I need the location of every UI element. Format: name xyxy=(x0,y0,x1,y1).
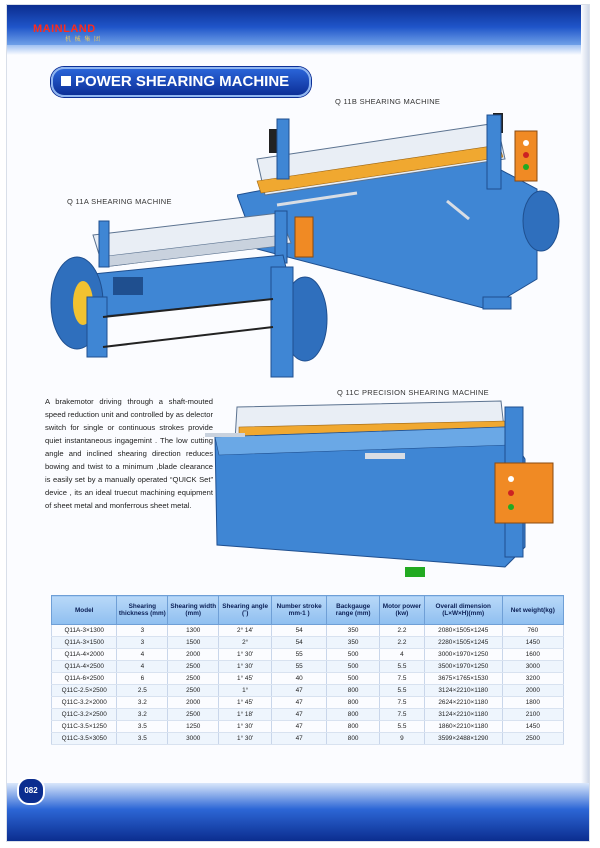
table-row xyxy=(52,733,564,745)
table-cell: 3 xyxy=(117,625,168,637)
table-cell: 4 xyxy=(380,649,425,661)
spec-table-header xyxy=(52,596,564,625)
spec-table xyxy=(51,595,564,745)
table-cell: 5.5 xyxy=(380,661,425,673)
table-row xyxy=(52,709,564,721)
table-cell: 3124×2210×1180 xyxy=(424,709,502,721)
table-cell: 3599×2488×1290 xyxy=(424,733,502,745)
table-cell: 1450 xyxy=(502,721,563,733)
table-cell: 500 xyxy=(327,649,380,661)
table-cell: 1300 xyxy=(168,625,219,637)
caption-q11c: Q 11C PRECISION SHEARING MACHINE xyxy=(337,388,489,397)
table-cell: 1° 30' xyxy=(219,721,272,733)
table-cell: 40 xyxy=(272,673,327,685)
table-cell: 1600 xyxy=(502,649,563,661)
table-cell: 2280×1505×1245 xyxy=(424,637,502,649)
product-description: A brakemotor driving through a shaft-mouted speed reduction unit and controlled by as delector switch for single or continuous strokes provide quiet instantaneous ingagemint . The low cutting angle and inclined shearing direction reduces bowing and twist to a minimum ,blade clearance is easily set by a manually operated “QUICK Set” device , its an ideal truecut machining equipment of sheet metal and monferrous sheet metal. xyxy=(45,397,213,510)
table-cell: 47 xyxy=(272,733,327,745)
table-cell: 350 xyxy=(327,637,380,649)
table-cell: 3500×1970×1250 xyxy=(424,661,502,673)
table-cell: 47 xyxy=(272,685,327,697)
table-row xyxy=(52,685,564,697)
table-cell: Q11A-4×2000 xyxy=(52,649,117,661)
table-cell: 47 xyxy=(272,709,327,721)
table-cell: 3124×2210×1180 xyxy=(424,685,502,697)
table-cell: 1800 xyxy=(502,697,563,709)
table-cell: 3200 xyxy=(502,673,563,685)
table-row xyxy=(52,721,564,733)
table-cell: 800 xyxy=(327,721,380,733)
table-cell: 3.5 xyxy=(117,733,168,745)
catalog-page xyxy=(6,4,590,842)
table-cell: 7.5 xyxy=(380,673,425,685)
table-cell: 55 xyxy=(272,661,327,673)
q11c-machine-image xyxy=(205,397,561,583)
col-motor: Motor power (kw) xyxy=(380,596,425,625)
table-cell: 2000 xyxy=(168,697,219,709)
table-cell: 1° 45' xyxy=(219,673,272,685)
table-cell: 800 xyxy=(327,709,380,721)
table-cell: 2° 14' xyxy=(219,625,272,637)
page-edge xyxy=(581,5,589,841)
table-cell: 1° 30' xyxy=(219,661,272,673)
table-cell: Q11A-3×1300 xyxy=(52,625,117,637)
table-cell: 1500 xyxy=(168,637,219,649)
table-cell: 2.2 xyxy=(380,637,425,649)
table-row xyxy=(52,661,564,673)
table-cell: 2.2 xyxy=(380,625,425,637)
table-cell: 3000 xyxy=(168,733,219,745)
table-cell: 2° xyxy=(219,637,272,649)
table-cell: 1250 xyxy=(168,721,219,733)
table-cell: 2500 xyxy=(168,673,219,685)
table-cell: 760 xyxy=(502,625,563,637)
table-cell: 7.5 xyxy=(380,697,425,709)
table-cell: 1° xyxy=(219,685,272,697)
table-cell: 9 xyxy=(380,733,425,745)
table-cell: 3675×1765×1530 xyxy=(424,673,502,685)
table-row xyxy=(52,649,564,661)
table-cell: 350 xyxy=(327,625,380,637)
page-title xyxy=(51,67,311,97)
table-cell: 2500 xyxy=(168,661,219,673)
col-thickness: Shearing thickness (mm) xyxy=(117,596,168,625)
table-cell: 7.5 xyxy=(380,709,425,721)
table-cell: 3.2 xyxy=(117,709,168,721)
col-model: Model xyxy=(52,596,117,625)
table-cell: 2500 xyxy=(502,733,563,745)
table-cell: 55 xyxy=(272,649,327,661)
table-cell: Q11C-3.5×1250 xyxy=(52,721,117,733)
col-angle: Shearing angle (˚) xyxy=(219,596,272,625)
table-cell: 2624×2210×1180 xyxy=(424,697,502,709)
table-cell: 54 xyxy=(272,625,327,637)
col-dimension: Overall dimension (L×W×H)(mm) xyxy=(424,596,502,625)
table-cell: 500 xyxy=(327,661,380,673)
table-cell: 2.5 xyxy=(117,685,168,697)
table-cell: Q11C-2.5×2500 xyxy=(52,685,117,697)
table-cell: 3000 xyxy=(502,661,563,673)
title-square-icon xyxy=(61,76,71,86)
table-cell: 1450 xyxy=(502,637,563,649)
table-cell: 3.2 xyxy=(117,697,168,709)
q11a-machine-image xyxy=(43,207,333,387)
table-cell: 4 xyxy=(117,661,168,673)
table-cell: 2500 xyxy=(168,685,219,697)
table-cell: 2000 xyxy=(502,685,563,697)
table-cell: Q11A-3×1500 xyxy=(52,637,117,649)
col-width: Shearing width (mm) xyxy=(168,596,219,625)
table-cell: 1° 30' xyxy=(219,649,272,661)
col-weight: Net weight(kg) xyxy=(502,596,563,625)
table-cell: 1° 18' xyxy=(219,709,272,721)
table-cell: 500 xyxy=(327,673,380,685)
brand-subtitle: 机 械 集 团 xyxy=(65,37,102,43)
table-cell: 5.5 xyxy=(380,721,425,733)
table-cell: 5.5 xyxy=(380,685,425,697)
table-cell: Q11C-3.2×2500 xyxy=(52,709,117,721)
caption-q11b: Q 11B SHEARING MACHINE xyxy=(335,97,441,106)
table-cell: 4 xyxy=(117,649,168,661)
table-cell: 6 xyxy=(117,673,168,685)
footer-band xyxy=(7,783,590,841)
table-cell: 54 xyxy=(272,637,327,649)
page-number: 082 xyxy=(17,777,45,805)
col-backgauge: Backgauge range (mm) xyxy=(327,596,380,625)
table-row xyxy=(52,673,564,685)
table-cell: Q11A-4×2500 xyxy=(52,661,117,673)
table-cell: 3.5 xyxy=(117,721,168,733)
col-stroke: Number stroke mm-1 ) xyxy=(272,596,327,625)
table-cell: 1860×2210×1180 xyxy=(424,721,502,733)
caption-q11a: Q 11A SHEARING MACHINE xyxy=(67,197,172,206)
table-row xyxy=(52,625,564,637)
table-cell: 2000 xyxy=(168,649,219,661)
table-cell: 1° 45' xyxy=(219,697,272,709)
table-cell: 800 xyxy=(327,733,380,745)
table-cell: Q11A-6×2500 xyxy=(52,673,117,685)
table-cell: Q11C-3.2×2000 xyxy=(52,697,117,709)
table-cell: 1° 30' xyxy=(219,733,272,745)
table-cell: 2500 xyxy=(168,709,219,721)
table-cell: 800 xyxy=(327,697,380,709)
table-cell: 47 xyxy=(272,697,327,709)
table-cell: 2080×1505×1245 xyxy=(424,625,502,637)
table-row xyxy=(52,637,564,649)
table-cell: 2100 xyxy=(502,709,563,721)
table-cell: 47 xyxy=(272,721,327,733)
table-row xyxy=(52,697,564,709)
table-cell: Q11C-3.5×3050 xyxy=(52,733,117,745)
table-cell: 800 xyxy=(327,685,380,697)
brand-logo: MAINLAND xyxy=(33,23,96,35)
table-cell: 3000×1970×1250 xyxy=(424,649,502,661)
page-title-text: POWER SHEARING MACHINE xyxy=(75,73,290,90)
table-cell: 3 xyxy=(117,637,168,649)
